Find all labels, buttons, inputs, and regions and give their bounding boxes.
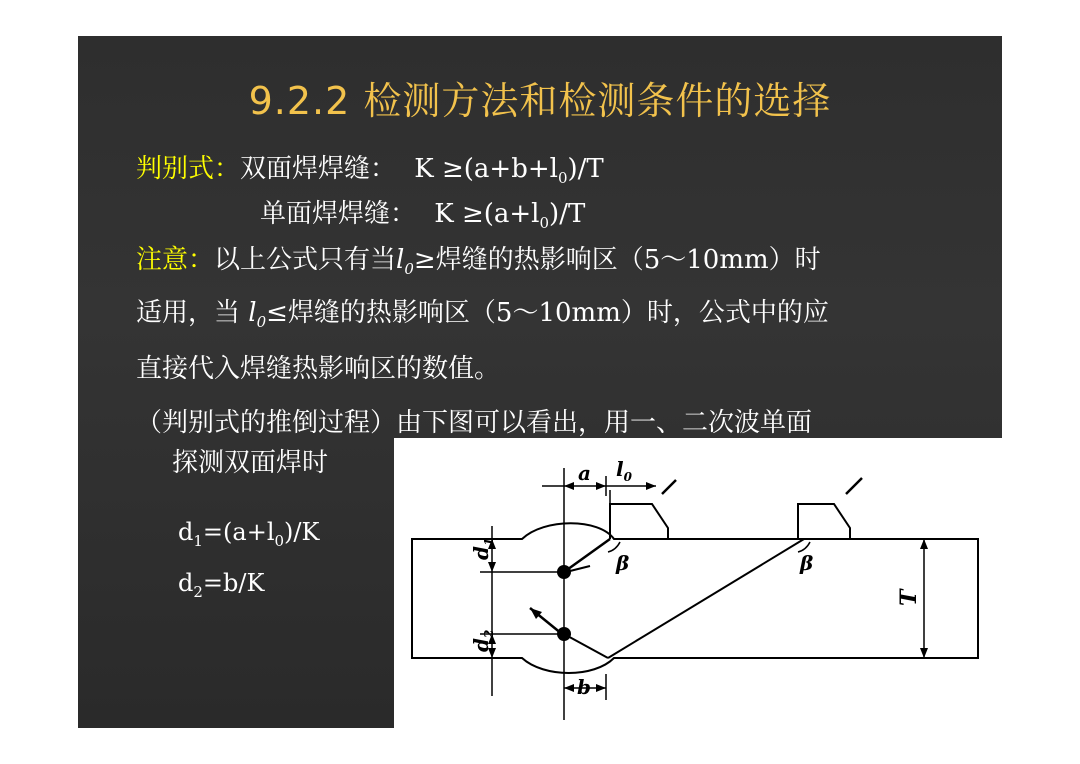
double-weld-formula: $K \ge(a+b+l_0)/T$: [414, 154, 604, 187]
single-weld-formula: $K \ge(a+l_0)/T$: [434, 199, 586, 232]
derivation-line-1: （判别式的推倒过程）由下图可以看出，用一、二次波单面: [136, 408, 813, 438]
formula-d1: $d_1=(a+l_0)/K$: [178, 518, 320, 550]
label-beta-2: β: [800, 551, 814, 575]
double-weld-name: 双面焊焊缝：: [240, 154, 397, 184]
label-d1: $d_1$: [469, 537, 496, 560]
label-T: T: [896, 589, 922, 606]
slide-title: 9.2.2 检测方法和检测条件的选择: [248, 79, 832, 123]
label-l0: $l_0$: [616, 457, 632, 484]
label-d2: $d_2$: [469, 629, 496, 652]
derivation-line-2: 探测双面焊时: [172, 448, 329, 478]
formula-d2: $d_2=b/K$: [178, 569, 265, 601]
l0-variable: $l_0$: [248, 298, 267, 331]
l0-variable: $l_0$: [396, 245, 414, 278]
label-a: a: [578, 461, 591, 485]
weld-inspection-diagram: [394, 438, 1002, 730]
note-line-3: 直接代入焊缝热影响区的数值。: [136, 354, 501, 384]
criterion-single-line: [260, 199, 586, 232]
diagram-svg: [394, 438, 1002, 730]
label-b: b: [577, 675, 591, 699]
note-line-2: 适用，当 $l_0\le$焊缝的热影响区（5～10mm）时，公式中的应: [136, 298, 829, 331]
note-label: 注意：: [136, 245, 215, 275]
note-line-1: 注意：以上公式只有当$l_0\ge$焊缝的热影响区（5～10mm）时: [136, 245, 821, 278]
criterion-label: 判别式：: [136, 154, 241, 184]
label-beta-1: β: [616, 551, 630, 575]
single-weld-name: 单面焊焊缝：: [260, 199, 417, 229]
criterion-double-line: [136, 154, 604, 187]
